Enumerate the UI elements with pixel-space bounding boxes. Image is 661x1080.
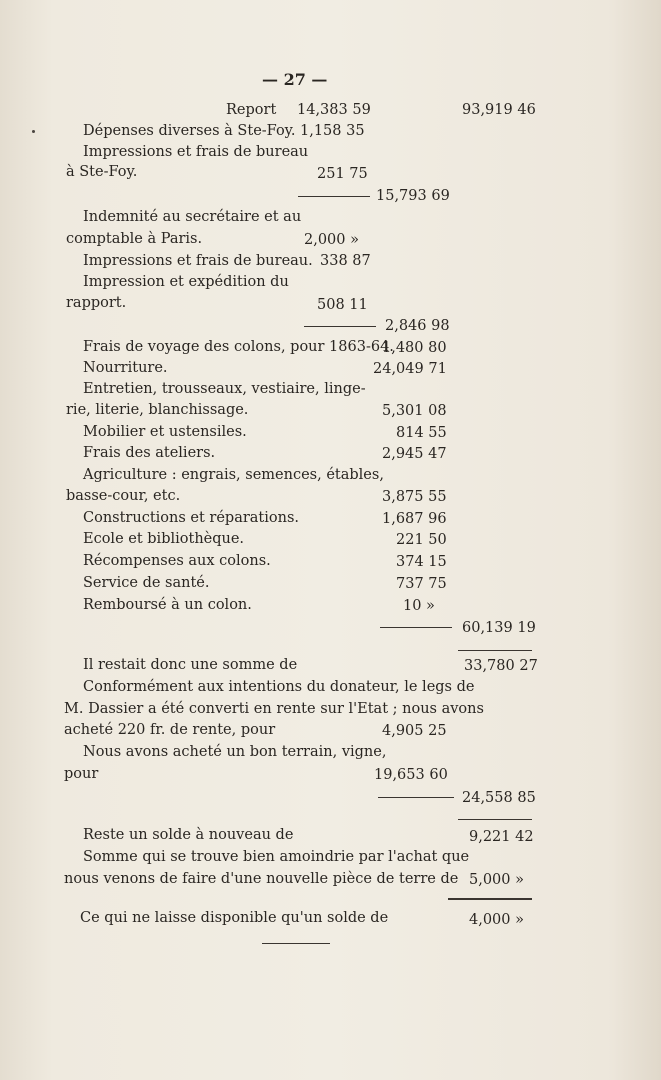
- amoindrie-amount: 5,000 »: [469, 872, 524, 888]
- sum-rule: [458, 819, 532, 820]
- impressions-line1: Impressions et frais de bureau: [83, 144, 309, 160]
- sum-rule: [458, 650, 532, 651]
- sum-rule: [378, 797, 454, 798]
- depenses-label: Dépenses diverses à Ste-Foy.: [83, 123, 296, 139]
- impressions-paris-label: Impressions et frais de bureau.: [83, 253, 313, 269]
- agriculture-line2: basse-cour, etc.: [66, 488, 181, 504]
- terrain-line2: pour: [64, 766, 99, 782]
- restait-label: Il restait donc une somme de: [83, 657, 298, 673]
- total-achats: 24,558 85: [462, 790, 536, 806]
- solde-amount: 9,221 42: [469, 829, 534, 845]
- disponible-label: Ce qui ne laisse disponible qu'un solde de: [80, 910, 389, 926]
- page-number: — 27 —: [262, 70, 328, 89]
- impression-rapport-line2: rapport.: [66, 295, 127, 311]
- report-amount: 14,383 59: [297, 102, 371, 118]
- recompenses-amount: 374 15: [396, 554, 447, 570]
- sum-rule: [304, 326, 376, 327]
- constructions-label: Constructions et réparations.: [83, 510, 300, 526]
- mobilier-amount: 814 55: [396, 425, 447, 441]
- ateliers-label: Frais des ateliers.: [83, 445, 216, 461]
- agriculture-amount: 3,875 55: [382, 489, 447, 505]
- entretien-line1: Entretien, trousseaux, vestiaire, linge-: [83, 381, 366, 397]
- mobilier-label: Mobilier et ustensiles.: [83, 424, 247, 440]
- final-rule: [448, 898, 532, 900]
- impression-rapport-line1: Impression et expédition du: [83, 274, 289, 290]
- rembourse-label: Remboursé à un colon.: [83, 597, 252, 613]
- nourriture-amount: 24,049 71: [373, 361, 447, 377]
- report-label: Report: [226, 102, 277, 118]
- report-total: 93,919 46: [462, 102, 536, 118]
- sante-label: Service de santé.: [83, 575, 210, 591]
- ateliers-amount: 2,945 47: [382, 446, 447, 462]
- indemnite-amount: 2,000 »: [304, 232, 359, 248]
- constructions-amount: 1,687 96: [382, 511, 447, 527]
- ecole-label: Ecole et bibliothèque.: [83, 531, 245, 547]
- sum-rule: [380, 627, 452, 628]
- subtotal-paris: 2,846 98: [385, 318, 450, 334]
- agriculture-line1: Agriculture : engrais, semences, étables,: [83, 467, 384, 483]
- voyage-amount: 1,480 80: [382, 340, 447, 356]
- ecole-amount: 221 50: [396, 532, 447, 548]
- legs-line1: Conformément aux intentions du donateur, le legs de: [83, 679, 475, 695]
- sante-amount: 737 75: [396, 576, 447, 592]
- nourriture-label: Nourriture.: [83, 360, 168, 376]
- legs-line2: M. Dassier a été converti en rente sur l'Etat ; nous avons: [64, 701, 484, 717]
- sum-rule: [298, 196, 370, 197]
- restait-amount: 33,780 27: [464, 658, 538, 674]
- amoindrie-line1: Somme qui se trouve bien amoindrie par l'achat que: [83, 849, 470, 865]
- voyage-label: Frais de voyage des colons, pour 1863-64.: [83, 339, 394, 355]
- impressions-paris-amount: 338 87: [320, 253, 371, 269]
- depenses-amount: 1,158 35: [300, 123, 365, 139]
- subtotal-stefoy: 15,793 69: [376, 188, 450, 204]
- solde-label: Reste un solde à nouveau de: [83, 827, 294, 843]
- ink-speck: [32, 130, 35, 133]
- entretien-amount: 5,301 08: [382, 403, 447, 419]
- entretien-line2: rie, literie, blanchissage.: [66, 402, 249, 418]
- impressions-amount: 251 75: [317, 166, 368, 182]
- disponible-amount: 4,000 »: [469, 912, 524, 928]
- terrain-amount: 19,653 60: [374, 767, 448, 783]
- legs-amount: 4,905 25: [382, 723, 447, 739]
- amoindrie-line2: nous venons de faire d'une nouvelle pièce de terre de: [64, 871, 459, 887]
- terrain-line1: Nous avons acheté un bon terrain, vigne,: [83, 744, 387, 760]
- impression-rapport-amount: 508 11: [317, 297, 368, 313]
- total-depenses: 60,139 19: [462, 620, 536, 636]
- rembourse-amount: 10 »: [403, 598, 435, 614]
- legs-line3: acheté 220 fr. de rente, pour: [64, 722, 276, 738]
- closing-rule: [262, 943, 330, 944]
- recompenses-label: Récompenses aux colons.: [83, 553, 271, 569]
- impressions-line2: à Ste-Foy.: [66, 164, 138, 180]
- indemnite-line2: comptable à Paris.: [66, 231, 203, 247]
- indemnite-line1: Indemnité au secrétaire et au: [83, 209, 302, 225]
